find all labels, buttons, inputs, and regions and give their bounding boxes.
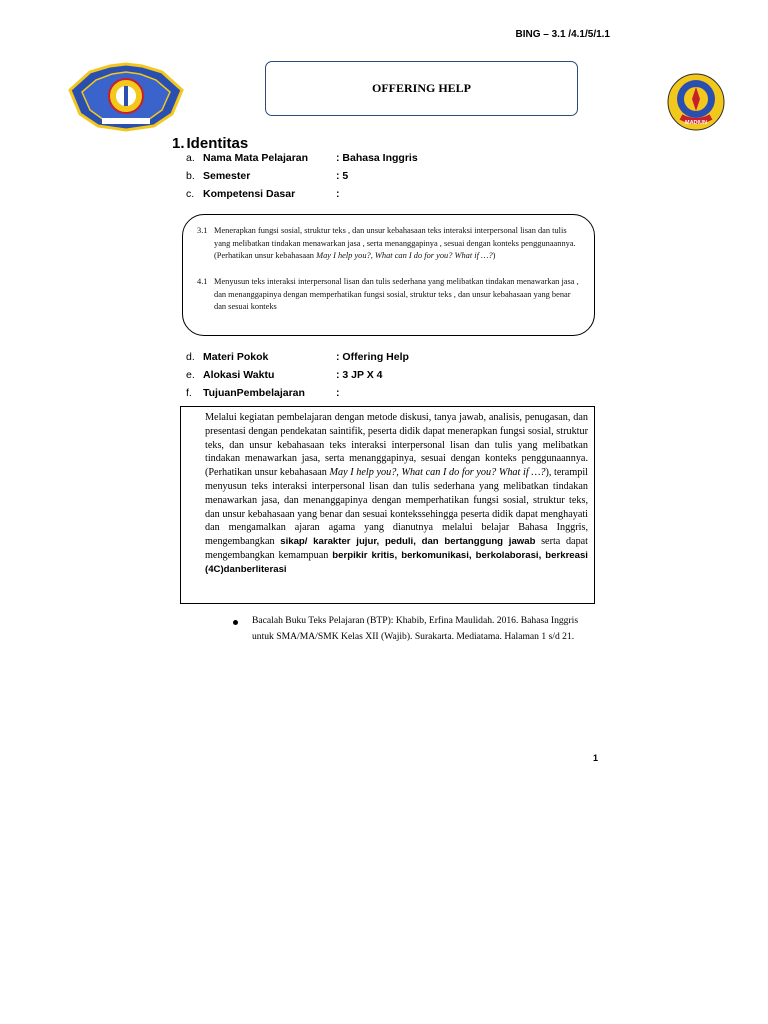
section-heading bbox=[172, 135, 248, 152]
logo-right-text: MADIUN bbox=[685, 120, 707, 126]
reference-text: Bacalah Buku Teks Pelajaran (BTP): Khabib, Erfina Maulidah. 2016. Bahasa Inggris untuk SMA/MA/SMK Kelas XII (Wajib). Surakarta. Mediatama. Halaman 1 s/d 21. bbox=[252, 615, 579, 642]
row-label: Kompetensi Dasar bbox=[203, 188, 296, 200]
row-label: Semester bbox=[203, 170, 251, 182]
row-value: : bbox=[336, 387, 340, 399]
row-letter: a. bbox=[186, 152, 195, 164]
row-label: Materi Pokok bbox=[203, 351, 269, 363]
row-label: Nama Mata Pelajaran bbox=[203, 152, 309, 164]
row-letter: b. bbox=[186, 170, 195, 182]
page-number: 1 bbox=[592, 753, 598, 763]
school-logo-right bbox=[667, 73, 725, 131]
row-letter: d. bbox=[186, 351, 195, 363]
tujuan-pembelajaran-box bbox=[180, 406, 595, 604]
title-box bbox=[265, 61, 578, 116]
kd-text: Menyusun teks interaksi interpersonal lisan dan tulis sederhana yang melibatkan tindakan menawarkan jasa , dan menanggapinya dengan memperhatikan fungsi sosial, struktur teks , dan unsur kebahasaan yang benar dan sesuai konteks bbox=[214, 277, 579, 311]
row-letter: e. bbox=[186, 369, 195, 381]
kd-number: 4.1 bbox=[197, 277, 208, 286]
row-value: : 5 bbox=[336, 170, 349, 182]
document-code: BING – 3.1 /4.1/5/1.1 bbox=[515, 29, 610, 40]
bullet-icon bbox=[233, 620, 238, 625]
kompetensi-dasar-box bbox=[182, 214, 595, 336]
section-number: 1. bbox=[172, 135, 185, 152]
row-label: TujuanPembelajaran bbox=[203, 387, 305, 399]
tujuan-text: Melalui kegiatan pembelajaran dengan metode diskusi, tanya jawab, analisis, penugasan, dan presentasi dengan pendekatan saintifik, peserta didik dapat menerapkan fungsi sosial, struktur teks, dan unsur kebahasaan teks interaksi interpersonal lisan dan tulis yang melibatkan tindakan menawarkan jasa, serta menanggapinya, sesuai dengan konteks penggunaannya. (Perhatikan unsur kebahasaan May I help you?, What can I do for you? What if …?), terampil menyusun teks interaksi interpersonal lisan dan tulis sederhana yang melibatkan tindakan menawarkan jasa, dan menanggapinya dengan memperhatikan fungsi sosial, struktur teks, dan unsur kebahasaan yang benar dan sesuai kontekssehingga peserta didik dapat menghayati dan mengamalkan ajaran agama yang dianutnya melalui belajar Bahasa Inggris, mengembangkan sikap/ karakter jujur, peduli, dan bertanggung jawab serta dapat mengembangkan kemampuan berpikir kritis, berkomunikasi, berkolaborasi, berkreasi (4C)danberliterasi bbox=[205, 412, 589, 575]
section-title: Identitas bbox=[186, 135, 249, 152]
row-label: Alokasi Waktu bbox=[203, 369, 275, 381]
kd-text: Menerapkan fungsi sosial, struktur teks , dan unsur kebahasaan teks interaksi interpersonal lisan dan tulis yang melibatkan tindakan menawarkan jasa , serta menanggapinya , sesuai dengan konteks penggunaannya. (Perhatikan unsur kebahasaan May I help you?, What can I do for you? What if …?) bbox=[214, 226, 576, 260]
row-letter: c. bbox=[186, 188, 195, 200]
row-value: : bbox=[336, 188, 340, 200]
school-logo-left bbox=[68, 62, 184, 132]
kd-item bbox=[197, 276, 587, 316]
kd-number: 3.1 bbox=[197, 226, 208, 235]
document-title: OFFERING HELP bbox=[371, 81, 471, 95]
row-value: : Offering Help bbox=[336, 351, 409, 363]
row-value: : Bahasa Inggris bbox=[336, 152, 418, 164]
row-value: : 3 JP X 4 bbox=[336, 369, 383, 381]
row-letter: f. bbox=[186, 387, 192, 399]
